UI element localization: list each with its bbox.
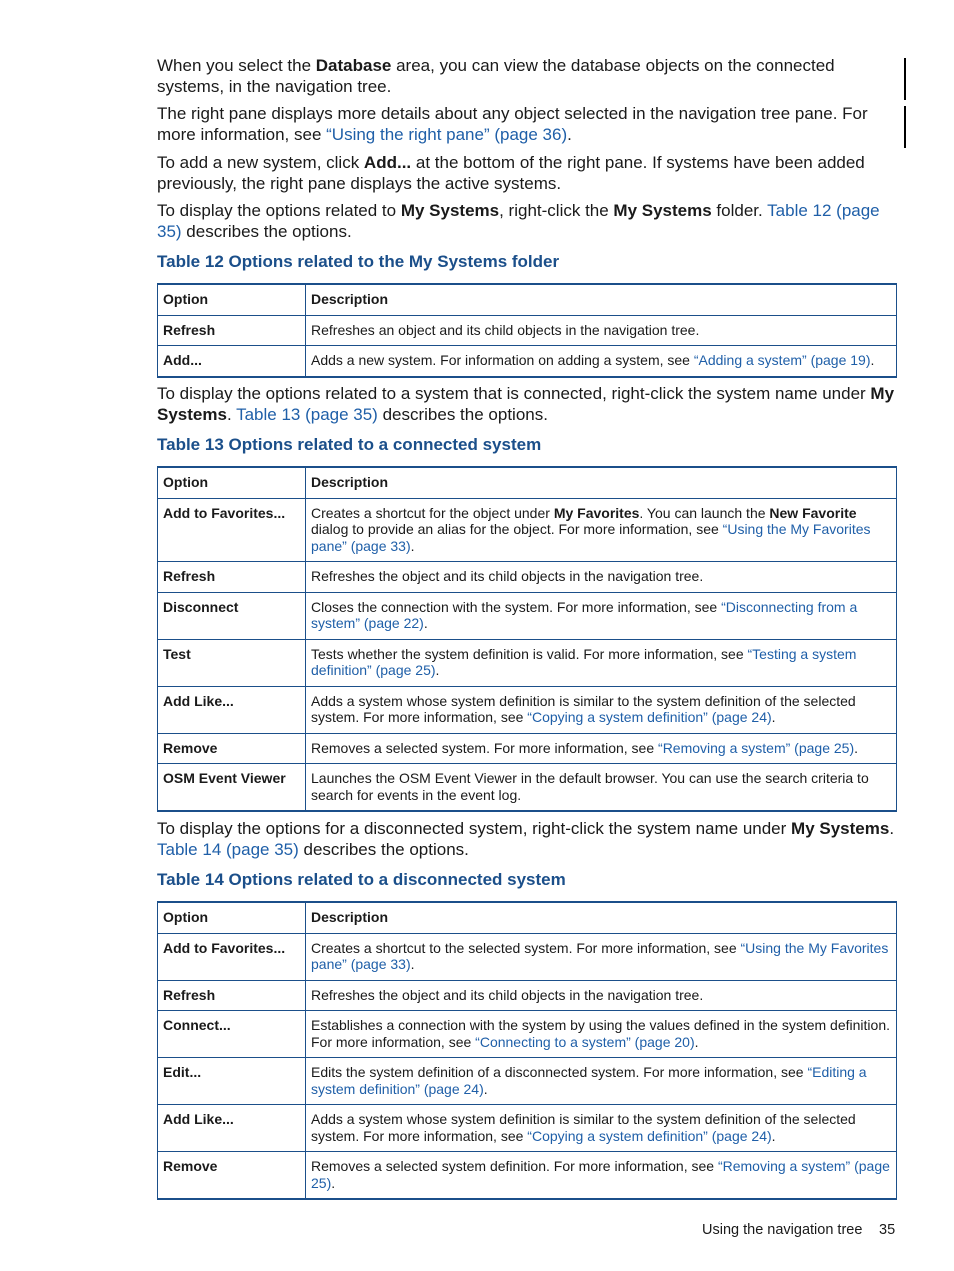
bold-database: Database [315,56,392,75]
option-cell: Add... [158,346,306,377]
table-row [158,1011,897,1058]
table-row [158,592,897,639]
paragraph-disconnected-system [157,819,897,860]
option-cell: Add to Favorites... [158,933,306,980]
link-table-14[interactable]: Table 14 (page 35) [157,839,299,859]
text: . [567,124,572,144]
description-cell [306,1011,897,1058]
option-cell: Refresh [158,980,306,1011]
table-14-caption: Table 14 Options related to a disconnected system [157,870,566,889]
table-row [158,315,897,346]
text: To display the options related to [157,201,401,220]
option-cell: Remove [158,1152,306,1200]
link-my-favorites-pane[interactable]: “Using the My Favorites pane” (page 33) [311,939,889,972]
text: describes the options. [298,839,469,859]
text: , right-click the [499,201,614,220]
table-12 [157,283,897,378]
text: Adds a new system. For information on adding a system, see [311,352,694,368]
text: Closes the connection with the system. For more information, see [311,598,722,615]
text: To display the options for a disconnected system, right-click the system name under [157,819,792,838]
text: . [771,709,776,725]
text: . [226,404,237,424]
table-row [158,733,897,764]
text: . You can launch the [639,504,770,521]
header-option: Option [158,902,306,933]
table-header-row [158,467,897,498]
text: When you select the [157,56,316,75]
table-row [158,764,897,812]
description-cell [306,315,897,346]
description-cell [306,933,897,980]
table-row [158,498,897,562]
paragraph-add-system [157,153,897,194]
text: folder. [711,201,768,220]
text: describes the options. [181,221,352,241]
option-cell: Disconnect [158,592,306,639]
description-cell [306,1058,897,1105]
link-removing[interactable]: “Removing a system” (page 25) [311,1158,890,1191]
text: . [435,662,440,678]
text: . [423,615,428,631]
link-copying[interactable]: “Copying a system definition” (page 24) [527,709,772,725]
paragraph-database-area [157,56,897,97]
text: Adds a system whose system definition is similar to the system definition of the selected system. For more information, see [311,1111,856,1144]
option-cell: Add Like... [158,1105,306,1152]
option-cell: Connect... [158,1011,306,1058]
link-connecting[interactable]: “Connecting to a system” (page 20) [475,1033,695,1050]
table-row [158,1058,897,1105]
link-testing[interactable]: “Testing a system definition” (page 25) [311,645,857,678]
link-table-13[interactable]: Table 13 (page 35) [236,404,378,424]
text: Refreshes an object and its child objects in the navigation tree. [311,321,700,338]
text: Refreshes the object and its child objects in the navigation tree. [311,986,704,1003]
bold-my-systems: My Systems [613,201,712,220]
table-12-caption: Table 12 Options related to the My Systems folder [157,252,560,271]
table-row [158,686,897,733]
description-cell [306,764,897,812]
change-bar-top [904,58,906,100]
table-row [158,639,897,686]
bold-my-systems: My Systems [157,384,895,424]
text: . [870,352,875,368]
change-bar-second [904,106,906,148]
text: . [410,956,415,972]
text: Tests whether the system definition is valid. For more information, see [311,645,748,662]
text: . [331,1174,336,1191]
option-cell: Test [158,639,306,686]
paragraph-connected-system [157,384,897,425]
option-cell: OSM Event Viewer [158,764,306,812]
option-cell: Refresh [158,562,306,593]
table-row [158,980,897,1011]
description-cell [306,1105,897,1152]
bold-my-systems: My Systems [791,819,890,838]
text: . [771,1127,776,1144]
table-13-caption: Table 13 Options related to a connected system [157,435,542,454]
text: . [483,1080,488,1097]
text: area, you can view the database objects on the connected systems, in the navigation tree. [157,56,835,96]
description-cell [306,686,897,733]
link-removing[interactable]: “Removing a system” (page 25) [658,739,855,756]
text: Removes a selected system. For more information, see [311,739,659,756]
header-option: Option [158,284,306,315]
table-row [158,346,897,377]
text: The right pane displays more details about any object selected in the navigation tree pane. For more information, see [157,104,868,144]
table-14 [157,901,897,1200]
text: Creates a shortcut for the object under [311,504,554,521]
link-using-right-pane[interactable]: “Using the right pane” (page 36) [326,124,568,144]
text: describes the options. [377,404,548,424]
bold-my-favorites: My Favorites [553,504,640,521]
description-cell [306,980,897,1011]
text: To add a new system, click [157,153,364,172]
text: Removes a selected system definition. For more information, see [311,1158,718,1174]
link-copying[interactable]: “Copying a system definition” (page 24) [527,1127,772,1144]
text: Refreshes the object and its child objects in the navigation tree. [311,568,704,584]
text: Launches the OSM Event Viewer in the default browser. You can use the search criteria to search for events in the event log. [311,770,869,803]
footer-section-title: Using the navigation tree [702,1222,863,1238]
text: . [694,1033,699,1050]
footer-page-number: 35 [879,1222,896,1238]
description-cell [306,592,897,639]
link-adding-system[interactable]: “Adding a system” (page 19) [693,352,871,368]
bold-new-favorite: New Favorite [769,504,857,521]
paragraph-my-systems [157,201,897,242]
option-cell: Remove [158,733,306,764]
text: dialog to provide an alias for the object. For more information, see [311,521,723,537]
option-cell: Edit... [158,1058,306,1105]
option-cell: Add to Favorites... [158,498,306,562]
table-row [158,1105,897,1152]
header-option: Option [158,467,306,498]
description-cell [306,346,897,377]
description-cell [306,733,897,764]
table-header-row [158,902,897,933]
description-cell [306,1152,897,1200]
text: Adds a system whose system definition is similar to the system definition of the selected system. For more information, see [311,692,856,725]
option-cell: Refresh [158,315,306,346]
header-description: Description [306,467,897,498]
text: Creates a shortcut to the selected system. For more information, see [311,939,741,956]
paragraph-right-pane [157,104,897,145]
table-13 [157,466,897,812]
text: Establishes a connection with the system by using the values defined in the system definition. For more information, see [311,1017,890,1050]
description-cell [306,562,897,593]
text: . [410,537,415,554]
option-cell: Add Like... [158,686,306,733]
table-header-row [158,284,897,315]
text: To display the options related to a system that is connected, right-click the system name under [157,384,871,403]
link-table-12[interactable]: Table 12 (page 35) [157,201,880,241]
text: at the bottom of the right pane. If systems have been added previously, the right pane displays the active systems. [157,153,865,193]
description-cell [306,639,897,686]
bold-add: Add... [363,153,412,172]
bold-my-systems: My Systems [400,201,500,220]
text: . [854,739,858,756]
header-description: Description [306,902,897,933]
link-editing[interactable]: “Editing a system definition” (page 24) [311,1064,867,1097]
table-row [158,562,897,593]
description-cell [306,498,897,562]
table-row [158,933,897,980]
link-disconnecting[interactable]: “Disconnecting from a system” (page 22) [311,598,858,631]
header-description: Description [306,284,897,315]
link-my-favorites-pane[interactable]: “Using the My Favorites pane” (page 33) [311,521,871,554]
text: . [889,819,895,838]
table-row [158,1152,897,1200]
text: Edits the system definition of a disconnected system. For more information, see [311,1064,808,1080]
